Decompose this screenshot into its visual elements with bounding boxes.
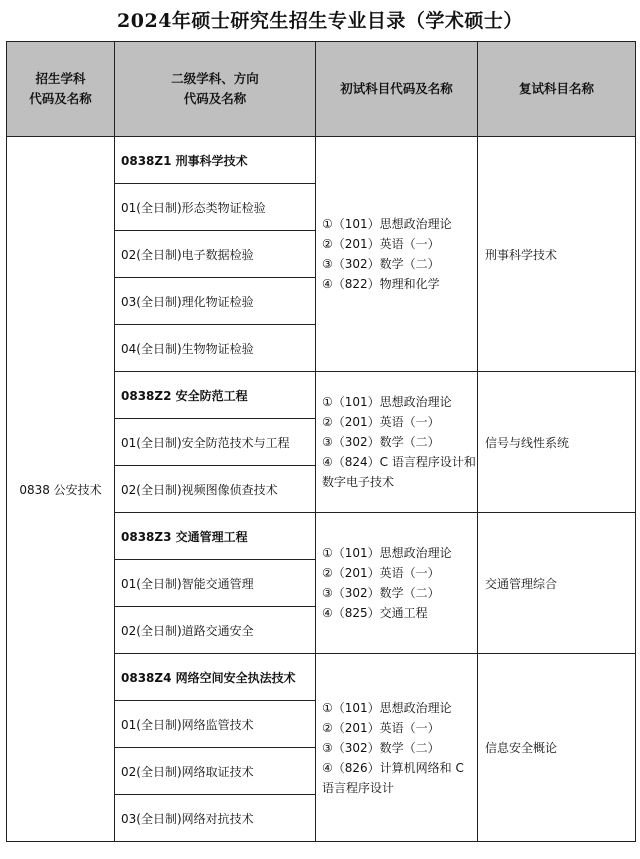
direction-item: 02(全日制)道路交通安全 <box>115 607 316 654</box>
exam-item: ①（101）思想政治理论 <box>322 395 452 409</box>
subject-name: 0838Z1 刑事科学技术 <box>115 137 316 184</box>
exam-item: ③（302）数学（二） <box>322 435 440 449</box>
retest-subject: 信号与线性系统 <box>478 372 636 513</box>
header-exam: 初试科目代码及名称 <box>316 42 478 137</box>
exam-item: ④（826）计算机网络和 C 语言程序设计 <box>322 760 464 795</box>
exam-subjects <box>316 513 478 654</box>
header-discipline <box>7 42 115 137</box>
discipline-cell: 0838 公安技术 <box>7 137 115 842</box>
direction-item: 04(全日制)生物物证检验 <box>115 325 316 372</box>
exam-subjects <box>316 137 478 372</box>
page-title: 2024年硕士研究生招生专业目录（学术硕士） <box>117 10 523 32</box>
header-direction-line2: 代码及名称 <box>183 91 247 106</box>
table-row <box>7 137 636 184</box>
direction-item: 01(全日制)安全防范技术与工程 <box>115 419 316 466</box>
exam-item: ④（822）物理和化学 <box>322 277 440 291</box>
retest-subject: 交通管理综合 <box>478 513 636 654</box>
exam-subjects <box>316 372 478 513</box>
direction-item: 02(全日制)视频图像侦查技术 <box>115 466 316 513</box>
direction-item: 01(全日制)网络监管技术 <box>115 701 316 748</box>
subject-name: 0838Z3 交通管理工程 <box>115 513 316 560</box>
header-row <box>7 42 636 137</box>
exam-item: ③（302）数学（二） <box>322 740 440 755</box>
exam-item: ③（302）数学（二） <box>322 257 440 271</box>
retest-subject: 信息安全概论 <box>478 654 636 842</box>
header-direction <box>115 42 316 137</box>
direction-item: 02(全日制)电子数据检验 <box>115 231 316 278</box>
direction-item: 03(全日制)理化物证检验 <box>115 278 316 325</box>
exam-item: ①（101）思想政治理论 <box>322 217 452 231</box>
direction-item: 01(全日制)形态类物证检验 <box>115 184 316 231</box>
exam-item: ①（101）思想政治理论 <box>322 546 452 560</box>
exam-item: ②（201）英语（一） <box>322 566 440 580</box>
direction-item: 01(全日制)智能交通管理 <box>115 560 316 607</box>
direction-item: 03(全日制)网络对抗技术 <box>115 795 316 842</box>
header-retest: 复试科目名称 <box>478 42 636 137</box>
exam-item: ①（101）思想政治理论 <box>322 700 452 715</box>
exam-item: ②（201）英语（一） <box>322 415 440 429</box>
retest-subject: 刑事科学技术 <box>478 137 636 372</box>
subject-name: 0838Z2 安全防范工程 <box>115 372 316 419</box>
header-discipline-line1: 招生学科 <box>35 71 86 86</box>
exam-item: ②（201）英语（一） <box>322 720 440 735</box>
header-discipline-line2: 代码及名称 <box>29 91 92 106</box>
direction-item: 02(全日制)网络取证技术 <box>115 748 316 795</box>
exam-item: ②（201）英语（一） <box>322 237 440 251</box>
exam-item: ③（302）数学（二） <box>322 586 440 600</box>
exam-subjects <box>316 654 478 842</box>
exam-item: ④（825）交通工程 <box>322 606 428 620</box>
exam-item: ④（824）C 语言程序设计和数字电子技术 <box>322 455 476 489</box>
header-direction-line1: 二级学科、方向 <box>171 71 259 86</box>
subject-name: 0838Z4 网络空间安全执法技术 <box>115 654 316 701</box>
catalog-table <box>6 41 636 842</box>
